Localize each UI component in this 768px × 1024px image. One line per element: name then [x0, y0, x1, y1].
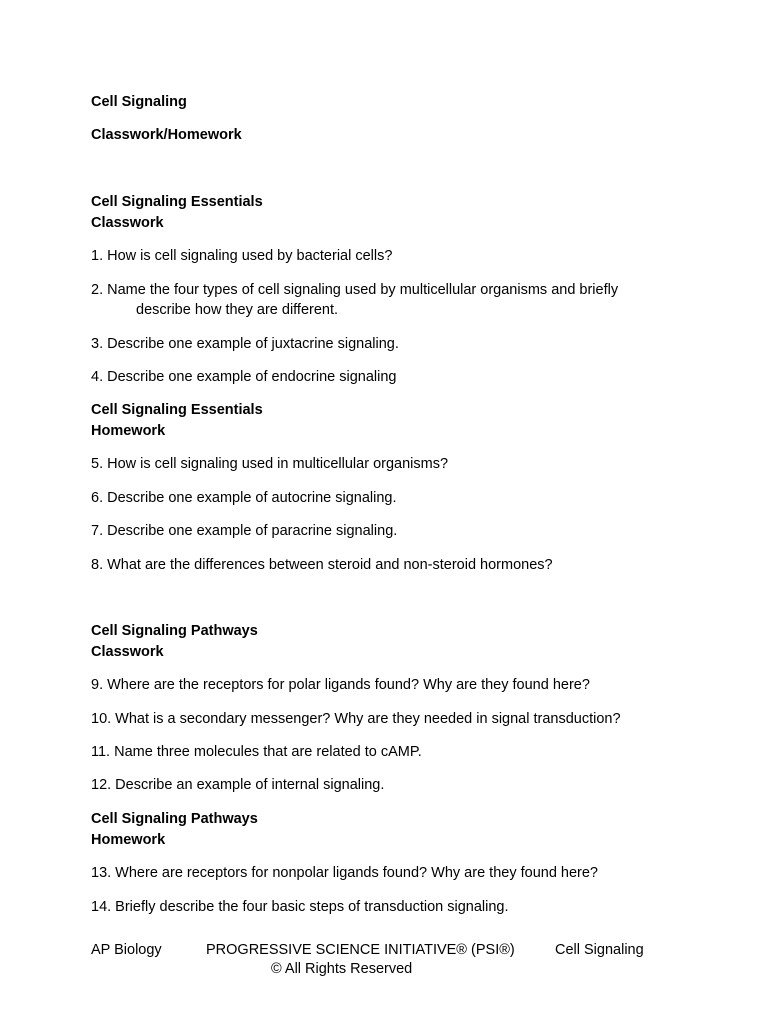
- question-item: 14. Briefly describe the four basic steps of transduction signaling.: [91, 899, 509, 915]
- footer-copyright: © All Rights Reserved: [271, 961, 413, 977]
- question-item: 5. How is cell signaling used in multicellular organisms?: [91, 456, 449, 472]
- question-item: 3. Describe one example of juxtacrine signaling.: [91, 336, 399, 352]
- document-title: Cell Signaling: [91, 94, 187, 110]
- question-item: 2. Name the four types of cell signaling used by multicellular organisms and briefly: [91, 282, 619, 298]
- footer-organization: PROGRESSIVE SCIENCE INITIATIVE® (PSI®): [206, 942, 515, 958]
- section-subheading: Classwork: [91, 644, 164, 660]
- section-heading: Cell Signaling Pathways: [91, 623, 258, 639]
- question-item: 10. What is a secondary messenger? Why are they needed in signal transduction?: [91, 711, 621, 727]
- question-item: 6. Describe one example of autocrine signaling.: [91, 490, 397, 506]
- section-heading: Cell Signaling Pathways: [91, 811, 258, 827]
- question-item: 8. What are the differences between steroid and non-steroid hormones?: [91, 557, 553, 573]
- question-item: 7. Describe one example of paracrine signaling.: [91, 523, 398, 539]
- question-item: 1. How is cell signaling used by bacterial cells?: [91, 248, 393, 264]
- section-heading: Cell Signaling Essentials: [91, 402, 263, 418]
- footer-topic: Cell Signaling: [555, 942, 644, 958]
- section-subheading: Homework: [91, 832, 166, 848]
- section-subheading: Classwork: [91, 215, 164, 231]
- section-subheading: Homework: [91, 423, 166, 439]
- question-item: 11. Name three molecules that are related to cAMP.: [91, 744, 422, 760]
- document-subtitle: Classwork/Homework: [91, 127, 242, 143]
- section-heading: Cell Signaling Essentials: [91, 194, 263, 210]
- question-item: 9. Where are the receptors for polar ligands found? Why are they found here?: [91, 677, 590, 693]
- question-item-continuation: describe how they are different.: [136, 302, 339, 318]
- question-item: 4. Describe one example of endocrine signaling: [91, 369, 397, 385]
- footer-course: AP Biology: [91, 942, 162, 958]
- question-item: 12. Describe an example of internal signaling.: [91, 777, 385, 793]
- question-item: 13. Where are receptors for nonpolar ligands found? Why are they found here?: [91, 865, 598, 881]
